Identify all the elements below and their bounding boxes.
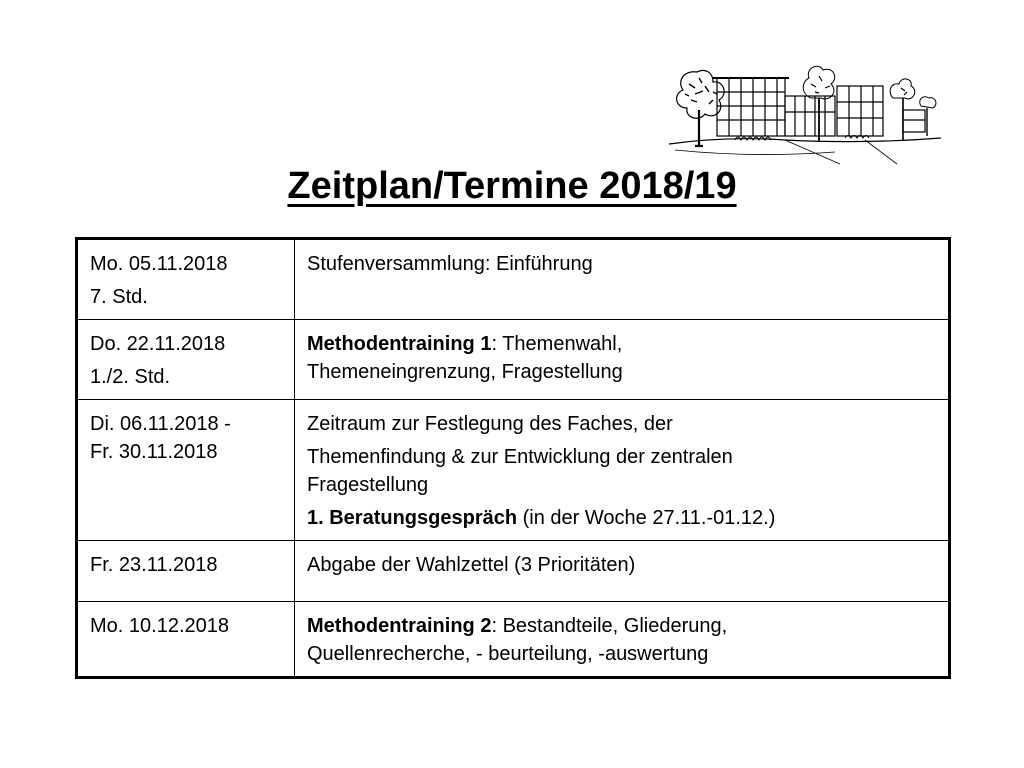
date-cell bbox=[77, 602, 295, 678]
description-cell bbox=[295, 239, 950, 320]
date-line: Di. 06.11.2018 - bbox=[90, 413, 231, 435]
description-cell bbox=[295, 400, 950, 541]
description-cell bbox=[295, 541, 950, 602]
schedule-table bbox=[75, 237, 951, 679]
description-line: 1. Beratungsgespräch (in der Woche 27.11.-01.12.) bbox=[307, 507, 776, 529]
description-line: Stufenversammlung: Einführung bbox=[307, 253, 593, 275]
description-line: Fragestellung bbox=[307, 474, 429, 496]
date-line: Mo. 05.11.2018 bbox=[90, 253, 228, 275]
table-row bbox=[77, 400, 950, 541]
date-cell bbox=[77, 320, 295, 400]
description-line: Methodentraining 2: Bestandteile, Gliederung, bbox=[307, 615, 728, 637]
table-row bbox=[77, 239, 950, 320]
description-cell bbox=[295, 320, 950, 400]
table-row bbox=[77, 541, 950, 602]
description-line: Themeneingrenzung, Fragestellung bbox=[307, 361, 623, 383]
description-line: Themenfindung & zur Entwicklung der zentralen bbox=[307, 446, 733, 468]
date-cell bbox=[77, 400, 295, 541]
date-line: Mo. 10.12.2018 bbox=[90, 615, 229, 637]
description-line: Quellenrecherche, - beurteilung, -auswertung bbox=[307, 643, 709, 665]
table-row bbox=[77, 320, 950, 400]
date-line: Fr. 23.11.2018 bbox=[90, 554, 218, 576]
date-line: Fr. 30.11.2018 bbox=[90, 441, 218, 463]
table-row bbox=[77, 602, 950, 678]
description-line: Abgabe der Wahlzettel (3 Prioritäten) bbox=[307, 554, 636, 576]
school-building-drawing-icon bbox=[665, 48, 945, 166]
page-title: Zeitplan/Termine 2018/19 bbox=[287, 165, 737, 207]
description-cell bbox=[295, 602, 950, 678]
description-line: Methodentraining 1: Themenwahl, bbox=[307, 333, 623, 355]
date-cell bbox=[77, 541, 295, 602]
date-line: Do. 22.11.2018 bbox=[90, 333, 226, 355]
description-line: Zeitraum zur Festlegung des Faches, der bbox=[307, 413, 673, 435]
date-line: 7. Std. bbox=[90, 286, 148, 308]
date-line: 1./2. Std. bbox=[90, 366, 171, 388]
date-cell bbox=[77, 239, 295, 320]
